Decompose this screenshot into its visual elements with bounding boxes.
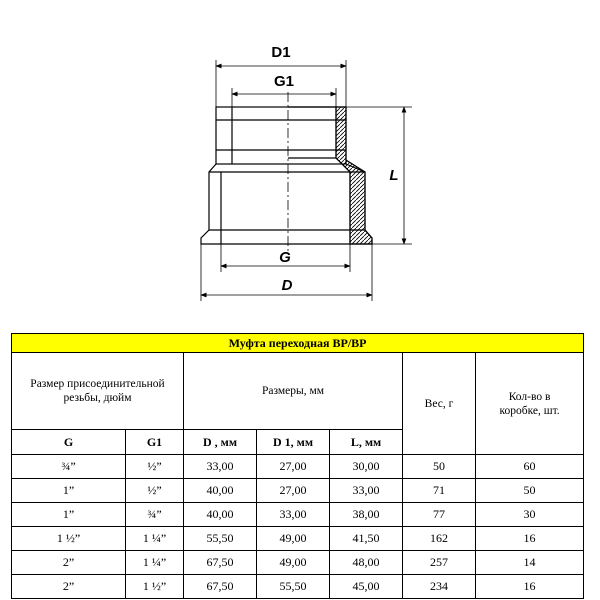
cell-g1: 1 ½” xyxy=(126,575,184,599)
dim-label-g1: G1 xyxy=(273,73,295,90)
header-thread-size: Размер присоединительной резьбы, дюйм xyxy=(12,353,184,430)
cell-d1: 27,00 xyxy=(257,479,330,503)
cell-g1: ½” xyxy=(126,455,184,479)
cell-g: 2” xyxy=(12,575,126,599)
subheader-g: G xyxy=(12,430,126,455)
cell-weight: 234 xyxy=(403,575,476,599)
cell-d: 67,50 xyxy=(184,575,257,599)
cell-g: 1 ½” xyxy=(12,527,126,551)
cell-d1: 49,00 xyxy=(257,551,330,575)
cell-d: 40,00 xyxy=(184,479,257,503)
cell-l: 30,00 xyxy=(330,455,403,479)
cell-g1: ¾” xyxy=(126,503,184,527)
table-row xyxy=(12,479,584,503)
cell-g: 1” xyxy=(12,479,126,503)
cell-weight: 257 xyxy=(403,551,476,575)
dim-label-d1: D1 xyxy=(271,44,291,61)
cell-g1: 1 ¼” xyxy=(126,527,184,551)
cell-l: 38,00 xyxy=(330,503,403,527)
cell-l: 45,00 xyxy=(330,575,403,599)
table-row xyxy=(12,527,584,551)
cell-quantity: 60 xyxy=(476,455,584,479)
subheader-l: L, мм xyxy=(330,430,403,455)
cell-g1: ½” xyxy=(126,479,184,503)
cell-l: 48,00 xyxy=(330,551,403,575)
cell-d1: 27,00 xyxy=(257,455,330,479)
cell-d1: 33,00 xyxy=(257,503,330,527)
dim-label-g: G xyxy=(279,249,291,266)
cell-quantity: 30 xyxy=(476,503,584,527)
spec-table xyxy=(11,333,584,599)
table-title: Муфта переходная ВР/ВР xyxy=(12,334,584,353)
table-row xyxy=(12,551,584,575)
header-weight: Вес, г xyxy=(403,353,476,455)
header-quantity: Кол-во в коробке, шт. xyxy=(476,353,584,455)
cell-quantity: 16 xyxy=(476,575,584,599)
cell-d: 33,00 xyxy=(184,455,257,479)
cell-weight: 77 xyxy=(403,503,476,527)
cell-d1: 49,00 xyxy=(257,527,330,551)
subheader-d: D , мм xyxy=(184,430,257,455)
cell-quantity: 16 xyxy=(476,527,584,551)
section-hatching xyxy=(336,107,372,244)
cell-weight: 162 xyxy=(403,527,476,551)
cell-l: 33,00 xyxy=(330,479,403,503)
cell-l: 41,50 xyxy=(330,527,403,551)
dimension-lines xyxy=(201,60,412,301)
cell-d: 67,50 xyxy=(184,551,257,575)
cell-d: 40,00 xyxy=(184,503,257,527)
table-row xyxy=(12,503,584,527)
cell-d: 55,50 xyxy=(184,527,257,551)
cell-g: 1” xyxy=(12,503,126,527)
cell-quantity: 14 xyxy=(476,551,584,575)
cell-weight: 71 xyxy=(403,479,476,503)
cell-weight: 50 xyxy=(403,455,476,479)
table-row xyxy=(12,575,584,599)
header-dimensions: Размеры, мм xyxy=(184,353,403,430)
subheader-d1: D 1, мм xyxy=(257,430,330,455)
cell-quantity: 50 xyxy=(476,479,584,503)
cell-g1: 1 ¼” xyxy=(126,551,184,575)
dim-label-d: D xyxy=(281,277,293,294)
dim-label-l: L xyxy=(389,167,399,184)
subheader-g1: G1 xyxy=(126,430,184,455)
cell-d1: 55,50 xyxy=(257,575,330,599)
cell-g: 2” xyxy=(12,551,126,575)
table-row xyxy=(12,455,584,479)
cell-g: ¾” xyxy=(12,455,126,479)
